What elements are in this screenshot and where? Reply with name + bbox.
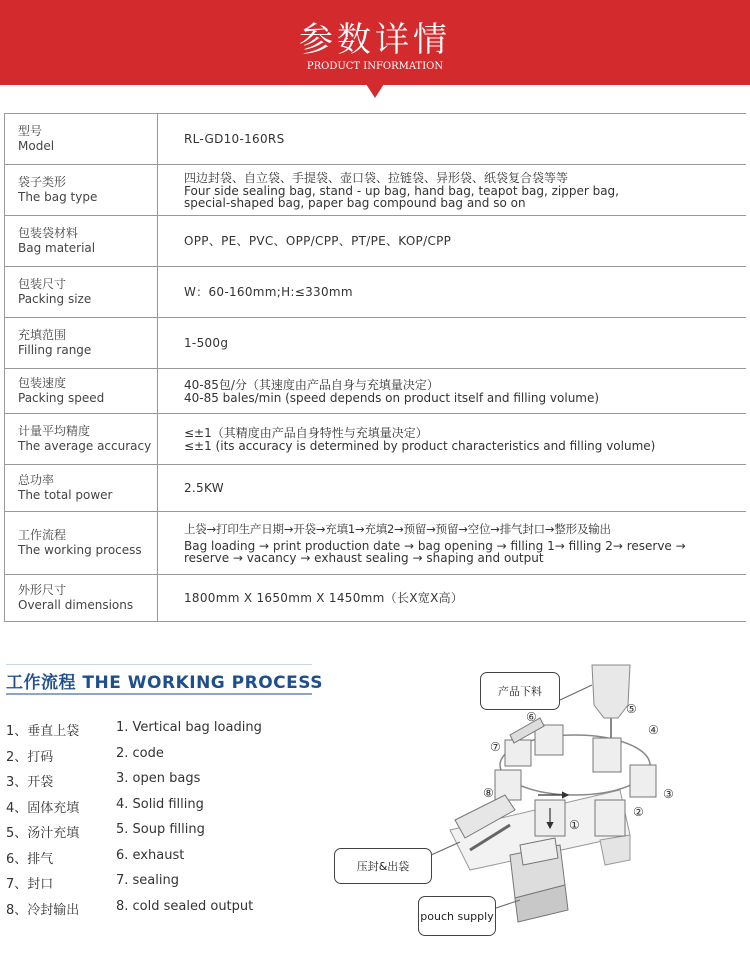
spec-row-packing-speed	[4, 369, 746, 414]
spec-label	[4, 575, 158, 621]
station-number-4: ④	[648, 723, 659, 737]
process-step-en: 4. Solid filling	[116, 797, 204, 812]
spec-table	[4, 113, 746, 622]
process-step-en: 3. open bags	[116, 771, 201, 786]
page-subtitle: PRODUCT INFORMATION	[306, 61, 444, 72]
process-step-en: 2. code	[116, 746, 164, 761]
spec-label-cn: 计量平均精度	[18, 424, 91, 438]
station-number-5: ⑤	[626, 702, 637, 716]
spec-label-en: The working process	[18, 543, 142, 557]
process-step-cn: 5、汤汁充填	[6, 826, 80, 841]
section-divider-top	[6, 664, 312, 665]
spec-value	[158, 414, 746, 464]
spec-value	[158, 318, 746, 368]
spec-value-cn: 四边封袋、自立袋、手提袋、壶口袋、拉链袋、异形袋、纸袋复合袋等等	[184, 171, 569, 185]
process-step-en: 6. exhaust	[116, 848, 185, 863]
spec-label-en: The bag type	[18, 190, 98, 204]
spec-label	[4, 216, 158, 266]
process-step-en: 8. cold sealed output	[116, 899, 254, 914]
spec-value-en: Four side sealing bag, stand - up bag, hand bag, teapot bag, zipper bag,	[184, 184, 619, 198]
spec-label	[4, 465, 158, 511]
process-step-en: 1. Vertical bag loading	[116, 720, 262, 735]
spec-label-cn: 充填范围	[18, 328, 67, 342]
spec-label	[4, 318, 158, 368]
spec-value-text: RL-GD10-160RS	[184, 132, 285, 146]
header-banner	[0, 0, 750, 85]
spec-label-cn: 包装尺寸	[18, 277, 67, 291]
process-step-cn: 2、打码	[6, 750, 54, 765]
spec-label	[4, 165, 158, 215]
spec-row-bag-type	[4, 165, 746, 216]
station-number-6: ⑥	[526, 710, 537, 724]
section-divider	[6, 693, 312, 695]
spec-label-cn: 包装袋材料	[18, 226, 79, 240]
spec-value-text: OPP、PE、PVC、OPP/CPP、PT/PE、KOP/CPP	[184, 234, 452, 248]
process-step-cn: 8、冷封输出	[6, 903, 80, 918]
spec-value	[158, 216, 746, 266]
process-step-cn: 7、封口	[6, 877, 54, 892]
callout-text: 压封&出袋	[356, 860, 410, 873]
spec-value-text: 1800mm X 1650mm X 1450mm（长X宽X高）	[184, 591, 464, 605]
spec-value	[158, 267, 746, 317]
spec-value-cn: 40-85包/分（其速度由产品自身与充填量决定）	[184, 378, 439, 392]
header-pointer	[366, 84, 384, 98]
spec-label-cn: 型号	[18, 124, 43, 138]
spec-label-cn: 工作流程	[18, 528, 67, 542]
spec-value	[158, 114, 746, 164]
spec-label-cn: 袋子类形	[18, 175, 67, 189]
callout-seal-output	[334, 848, 432, 884]
page-title: 参数详情	[299, 20, 451, 60]
spec-value	[158, 575, 746, 621]
spec-label-en: Model	[18, 139, 55, 153]
machine-diagram	[330, 660, 750, 950]
spec-value-en: ≤±1 (its accuracy is determined by product characteristics and filling volume)	[184, 439, 656, 453]
callout-product-feed	[480, 672, 560, 710]
callout-text: pouch supply	[420, 909, 494, 923]
spec-label-en: Packing speed	[18, 391, 105, 405]
spec-value-text: 1-500g	[184, 336, 229, 350]
spec-value-cn: ≤±1（其精度由产品自身特性与充填量决定）	[184, 426, 428, 440]
spec-value-en: Bag loading → print production date → bag opening → filling 1→ filling 2→ reserve →	[184, 539, 686, 553]
spec-value-en: 40-85 bales/min (speed depends on product itself and filling volume)	[184, 391, 600, 405]
spec-label	[4, 512, 158, 574]
station-number-3: ③	[663, 787, 674, 801]
spec-label-en: The total power	[18, 488, 113, 502]
process-step-cn: 4、固体充填	[6, 801, 80, 816]
callout-pouch-supply	[418, 896, 496, 936]
spec-label-cn: 包装速度	[18, 376, 67, 390]
spec-label-en: Packing size	[18, 292, 92, 306]
spec-value	[158, 369, 746, 413]
spec-label	[4, 414, 158, 464]
spec-label-en: Overall dimensions	[18, 598, 134, 612]
section-title: 工作流程 THE WORKING PROCESS	[6, 673, 323, 693]
spec-value	[158, 165, 746, 215]
spec-value	[158, 465, 746, 511]
station-number-7: ⑦	[490, 740, 501, 754]
spec-value-text: 2.5KW	[184, 481, 224, 495]
process-step-cn: 3、开袋	[6, 775, 54, 790]
spec-row-total-power	[4, 465, 746, 512]
spec-value-cn: 上袋→打印生产日期→开袋→充填1→充填2→预留→预留→空位→排气封口→整形及输出	[184, 522, 611, 536]
process-step-en: 5. Soup filling	[116, 822, 205, 837]
spec-row-accuracy	[4, 414, 746, 465]
spec-label	[4, 267, 158, 317]
spec-row-filling-range	[4, 318, 746, 369]
spec-row-working-process	[4, 512, 746, 575]
station-number-2: ②	[633, 805, 644, 819]
spec-value-text: W：60-160mm;H:≤330mm	[184, 285, 353, 299]
spec-label	[4, 114, 158, 164]
spec-row-model	[4, 114, 746, 165]
process-step-cn: 6、排气	[6, 852, 54, 867]
spec-label-cn: 外形尺寸	[18, 583, 67, 597]
spec-label-en: The average accuracy	[18, 439, 152, 453]
spec-row-bag-material	[4, 216, 746, 267]
spec-row-dimensions	[4, 575, 746, 622]
spec-label	[4, 369, 158, 413]
spec-label-en: Bag material	[18, 241, 96, 255]
spec-label-en: Filling range	[18, 343, 92, 357]
spec-label-cn: 总功率	[18, 473, 55, 487]
station-number-8: ⑧	[483, 786, 494, 800]
spec-row-packing-size	[4, 267, 746, 318]
spec-value-en-2: reserve → vacancy → exhaust sealing → shaping and output	[184, 551, 544, 565]
process-step-en: 7. sealing	[116, 873, 179, 888]
station-number-1: ①	[569, 818, 580, 832]
spec-value	[158, 512, 746, 574]
spec-value-en-2: special-shaped bag, paper bag compound bag and so on	[184, 196, 526, 210]
callout-text: 产品下料	[498, 685, 542, 698]
process-step-cn: 1、垂直上袋	[6, 724, 80, 739]
